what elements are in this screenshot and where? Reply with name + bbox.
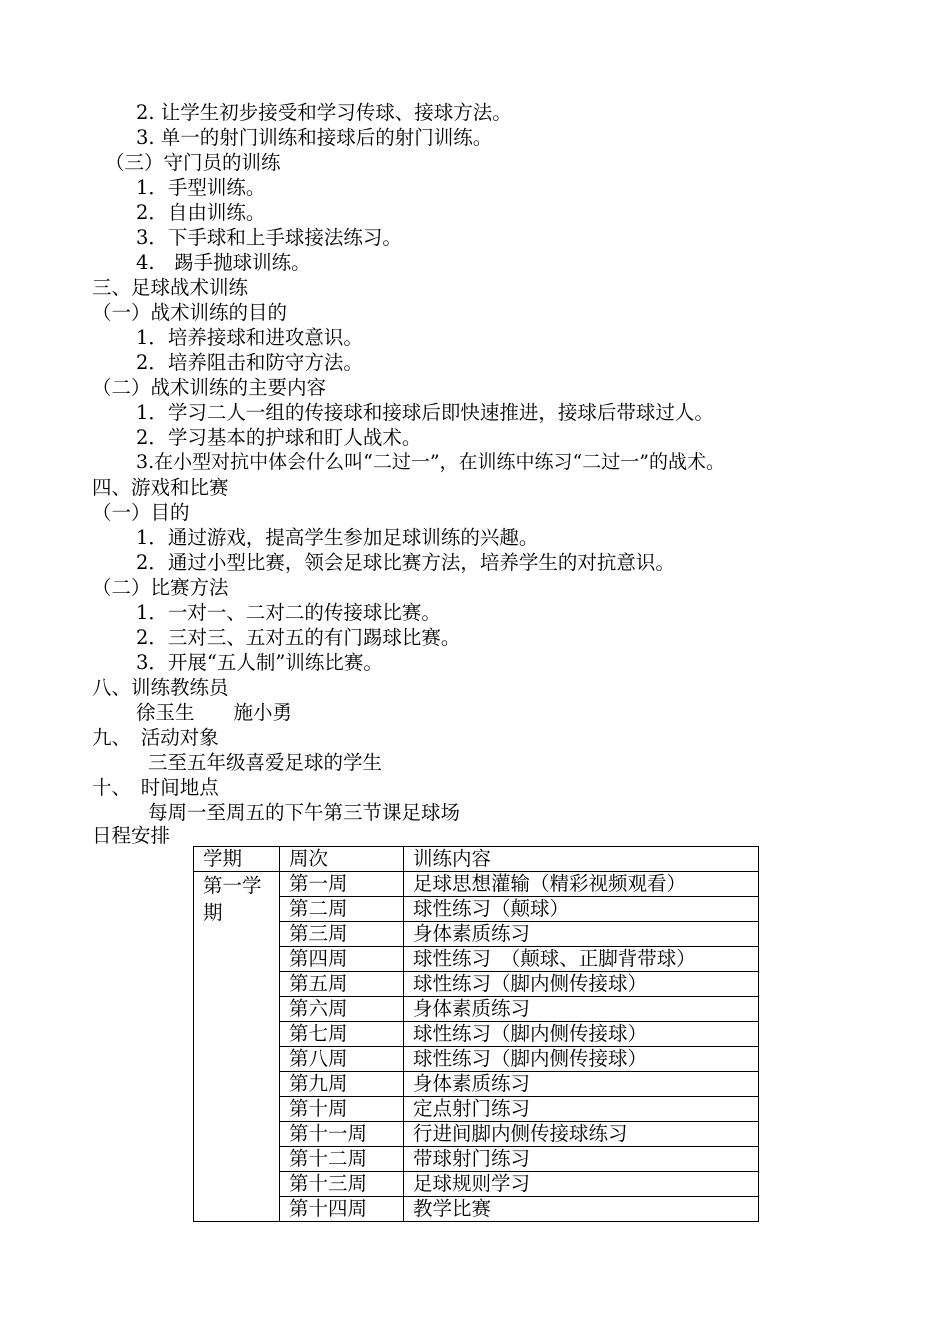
text-line: 3.在小型对抗中体会什么叫“二过一”，在训练中练习“二过一”的战术。 (136, 451, 725, 473)
section-heading: 九、 活动对象 (92, 726, 219, 749)
section-heading: 日程安排 (92, 824, 171, 847)
text-line: 2．学习基本的护球和盯人战术。 (136, 426, 422, 449)
term-cell: 第一学期 (194, 872, 280, 1222)
content-cell: 足球规则学习 (404, 1172, 759, 1197)
content-cell: 带球射门练习 (404, 1147, 759, 1172)
text-line: 2．培养阻击和防守方法。 (136, 351, 363, 374)
week-cell: 第十二周 (280, 1147, 404, 1172)
section-heading: （一）战术训练的目的 (92, 301, 288, 324)
content-cell: 教学比赛 (404, 1197, 759, 1222)
content-cell: 定点射门练习 (404, 1097, 759, 1122)
content-cell: 身体素质练习 (404, 997, 759, 1022)
section-heading: （二）比赛方法 (92, 576, 229, 599)
section-heading: 八、训练教练员 (92, 676, 229, 699)
text-line: 3．开展“五人制”训练比赛。 (136, 651, 383, 674)
table-row (194, 872, 759, 897)
week-cell: 第一周 (280, 872, 404, 897)
text-line: 3．下手球和上手球接法练习。 (136, 226, 402, 249)
text-line: 徐玉生 施小勇 (136, 701, 293, 724)
week-cell: 第六周 (280, 997, 404, 1022)
week-cell: 第五周 (280, 972, 404, 997)
text-line: 2．三对三、五对五的有门踢球比赛。 (136, 626, 461, 649)
text-line: 2．通过小型比赛，领会足球比赛方法，培养学生的对抗意识。 (136, 551, 675, 574)
section-heading: 十、 时间地点 (92, 776, 219, 799)
week-cell: 第二周 (280, 897, 404, 922)
schedule-table (193, 846, 759, 1222)
week-cell: 第七周 (280, 1022, 404, 1047)
content-cell: 足球思想灌输（精彩视频观看） (404, 872, 759, 897)
week-cell: 第八周 (280, 1047, 404, 1072)
week-cell: 第九周 (280, 1072, 404, 1097)
section-heading: 四、游戏和比赛 (92, 476, 229, 499)
text-line: 三至五年级喜爱足球的学生 (148, 751, 383, 774)
content-cell: 身体素质练习 (404, 1072, 759, 1097)
text-line: 4. 踢手抛球训练。 (136, 251, 311, 274)
text-line: 1．学习二人一组的传接球和接球后即快速推进，接球后带球过人。 (136, 401, 714, 424)
section-heading: （三）守门员的训练 (105, 151, 281, 174)
content-cell: 球性练习 （颠球、正脚背带球） (404, 947, 759, 972)
text-line: 2．自由训练。 (136, 201, 266, 224)
text-line: 2. 让学生初步接受和学习传球、接球方法。 (136, 101, 512, 124)
text-line: 3. 单一的射门训练和接球后的射门训练。 (136, 126, 493, 149)
text-line: 1．通过游戏，提高学生参加足球训练的兴趣。 (136, 526, 539, 549)
content-cell: 球性练习（颠球） (404, 897, 759, 922)
text-line: 1．手型训练。 (136, 176, 266, 199)
content-cell: 行进间脚内侧传接球练习 (404, 1122, 759, 1147)
week-cell: 第十周 (280, 1097, 404, 1122)
content-cell: 球性练习（脚内侧传接球） (404, 1022, 759, 1047)
text-line: 1．培养接球和进攻意识。 (136, 326, 363, 349)
section-heading: 三、足球战术训练 (92, 276, 249, 299)
column-header: 学期 (194, 847, 280, 872)
content-cell: 球性练习（脚内侧传接球） (404, 972, 759, 997)
column-header: 周次 (280, 847, 404, 872)
column-header: 训练内容 (404, 847, 759, 872)
content-cell: 球性练习（脚内侧传接球） (404, 1047, 759, 1072)
week-cell: 第十四周 (280, 1197, 404, 1222)
section-heading: （二）战术训练的主要内容 (92, 376, 327, 399)
table-header-row (194, 847, 759, 872)
week-cell: 第四周 (280, 947, 404, 972)
text-line: 1．一对一、二对二的传接球比赛。 (136, 601, 441, 624)
content-cell: 身体素质练习 (404, 922, 759, 947)
week-cell: 第十三周 (280, 1172, 404, 1197)
week-cell: 第十一周 (280, 1122, 404, 1147)
text-line: 每周一至周五的下午第三节课足球场 (148, 801, 461, 824)
week-cell: 第三周 (280, 922, 404, 947)
section-heading: （一）目的 (92, 501, 190, 524)
